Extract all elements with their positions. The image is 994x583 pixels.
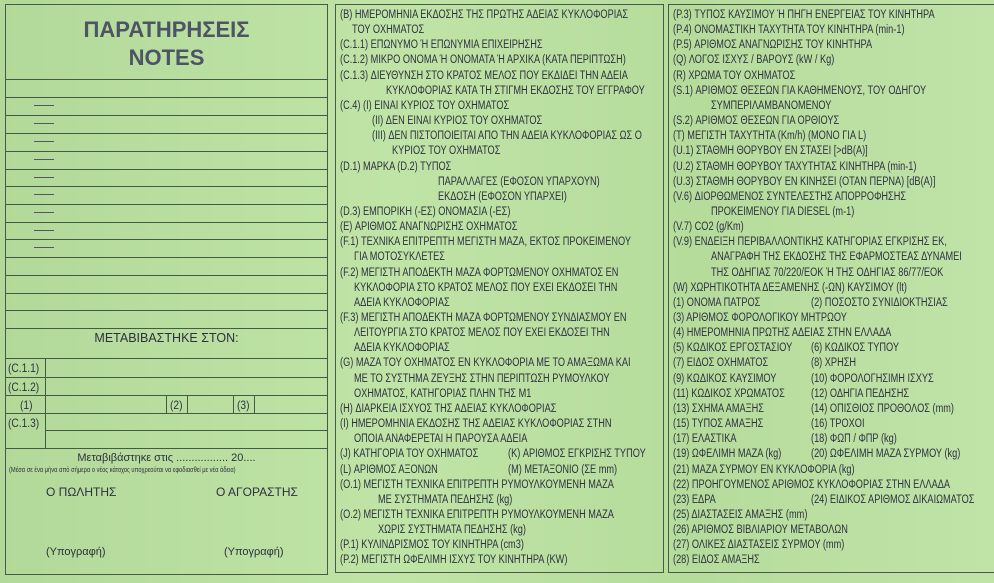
legend-text: (23) ΕΔΡΑ <box>673 493 716 506</box>
legend-line <box>340 553 624 568</box>
note-line[interactable] <box>6 310 327 311</box>
legend-line <box>354 281 683 296</box>
legend-line <box>340 311 698 326</box>
note-line[interactable] <box>6 133 327 134</box>
legend-line <box>673 114 881 129</box>
legend-line <box>673 129 914 144</box>
legend-text: (22) ΠΡΟΗΓΟΥΜΕΝΟΣ ΑΡΙΘΜΟΣ ΚΥΚΛΟΦΟΡΙΑΣ ΣΤΗΝ ΕΛΛΑΔΑ <box>673 478 951 491</box>
note-line[interactable] <box>6 186 327 187</box>
legend-line <box>673 447 961 462</box>
legend-text: (P.5) ΑΡΙΘΜΟΣ ΑΝΑΓΝΩΡΙΣΗΣ ΤΟΥ ΚΙΝΗΤΗΡΑ <box>673 39 873 52</box>
legend-text: (V.9) ΕΝΔΕΙΞΗ ΠΕΡΙΒΑΛΛΟΝΤΙΚΗΣ ΚΑΤΗΓΟΡΙΑΣ ΕΓΚΡΙΣΗΣ ΕΚ, <box>673 236 947 249</box>
legend-line <box>340 266 688 281</box>
legend-text: (W) ΧΩΡΗΤΙΚΟΤΗΤΑ ΔΕΞΑΜΕΝΗΣ (-ΩΝ) ΚΑΥΣΙΜΟΥ (lt) <box>673 281 907 294</box>
transfer-field-1[interactable] <box>47 396 165 412</box>
legend-text: ΕΚΔΟΣΗ (ΕΦΟΣΟΝ ΥΠΑΡΧΕΙ) <box>438 190 567 203</box>
note-line[interactable] <box>6 222 327 223</box>
row-label-c12: (C.1.2) <box>8 380 40 394</box>
legend-text: ΚΥΚΛΟΦΟΡΙΑ ΣΤΟ ΚΡΑΤΟΣ ΜΕΛΟΣ ΠΟΥ ΕΧΕΙ ΕΚΔΟΣΕΙ ΤΗΝ <box>354 281 618 294</box>
legend-line <box>354 250 468 265</box>
legend-line <box>711 266 994 281</box>
legend-text: (O.1) ΜΕΓΙΣΤΗ ΤΕΧΝΙΚΑ ΕΠΙΤΡΕΠΤΗ ΡΥΜΟΥΛΚΟΥΜΕΝΗ ΜΑΖΑ <box>340 478 614 491</box>
legend-line <box>340 235 704 250</box>
note-line[interactable] <box>6 328 327 329</box>
legend-line <box>673 160 977 175</box>
legend-text: ΟΠΟΙΑ ΑΝΑΦΕΡΕΤΑΙ Η ΠΑΡΟΥΣΑ ΑΔΕΙΑ <box>354 433 528 446</box>
legend-line <box>340 508 682 523</box>
legend-text: (II) ΔΕΝ ΕΙΝΑΙ ΚΥΡΙΟΣ ΤΟΥ ΟΧΗΜΑΤΟΣ <box>372 115 543 128</box>
legend-line <box>673 8 994 23</box>
legend-line <box>673 296 948 311</box>
legend-text: (D.3) ΕΜΠΟΡΙΚΗ (-ΕΣ) ΟΝΟΜΑΣΙΑ (-ΕΣ) <box>340 205 511 218</box>
legend-text: ΤΟΥ ΟΧΗΜΑΤΟΣ <box>352 24 425 37</box>
buyer-signature: (Υπογραφή) <box>224 546 284 558</box>
legend-text: (17) ΕΛΑΣΤΙΚΑ <box>673 433 737 446</box>
box-label-2: (2) <box>170 398 183 412</box>
notes-panel <box>5 4 328 575</box>
legend-text: ΜΕ ΤΟ ΣΥΣΤΗΜΑ ΖΕΥΞΗΣ ΣΤΗΝ ΠΕΡΙΠΤΩΣΗ ΡΥΜΟΥΛΚΟΥ <box>354 372 610 385</box>
legend-line <box>673 387 910 402</box>
legend-text: (9) ΚΩΔΙΚΟΣ ΚΑΥΣΙΜΟΥ <box>673 372 777 385</box>
notes-title-english: NOTES <box>128 45 205 70</box>
note-dash <box>34 159 54 160</box>
legend-line <box>673 311 890 326</box>
legend-line <box>673 175 994 190</box>
legend-text: (E) ΑΡΙΘΜΟΣ ΑΝΑΓΝΩΡΙΣΗΣ ΟΧΗΜΑΤΟΣ <box>340 221 518 234</box>
legend-line <box>673 508 841 523</box>
legend-line <box>340 356 703 371</box>
legend-line <box>372 114 585 129</box>
legend-text: (P.3) ΤΥΠΟΣ ΚΑΥΣΙΜΟΥ Ή ΠΗΓΗ ΕΝΕΡΓΕΙΑΣ ΤΟΥ ΚΙΝΗΤΗΡΑ <box>673 9 935 21</box>
legend-text: (27) ΟΛΙΚΕΣ ΔΙΑΣΤΑΣΕΙΣ ΣΥΡΜΟΥ (mm) <box>673 539 845 552</box>
legend-line <box>673 417 865 432</box>
note-line[interactable] <box>6 79 327 80</box>
box-label-3: (3) <box>237 398 250 412</box>
notes-title-greek: ΠΑΡΑΤΗΡΗΣΕΙΣ <box>83 17 250 42</box>
legend-line <box>673 38 922 53</box>
legend-line <box>378 523 563 538</box>
legend-line <box>354 432 571 447</box>
legend-line <box>673 341 899 356</box>
legend-line <box>673 478 994 493</box>
legend-line <box>673 144 916 159</box>
row-label-c11: (C.1.1) <box>8 361 40 375</box>
legend-line <box>673 523 892 538</box>
legend-text: ΓΙΑ ΜΟΤΟΣΥΚΛΕΤΕΣ <box>354 251 445 264</box>
legend-line <box>673 84 989 99</box>
legend-line <box>340 447 646 462</box>
legend-line <box>673 553 781 568</box>
legend-text: ΜΕ ΣΥΣΤΗΜΑΤΑ ΠΕΔΗΣΗΣ (kg) <box>378 493 513 506</box>
legend-text: ΠΑΡΑΛΛΑΓΕΣ (ΕΦΟΣΟΝ ΥΠΑΡΧΟΥΝ) <box>438 175 600 188</box>
legend-text: (Q) ΛΟΓΟΣ ΙΣΧΥΣ / ΒΑΡΟΥΣ (kW / Kg) <box>673 54 835 67</box>
legend-line <box>711 205 890 220</box>
legend-text: (III) ΔΕΝ ΠΙΣΤΟΠΟΙΕΙΤΑΙ ΑΠΟ ΤΗΝ ΑΔΕΙΑ ΚΥΚΛΟΦΟΡΙΑΣ ΩΣ Ο <box>372 130 642 143</box>
legend-text: (S.2) ΑΡΙΘΜΟΣ ΘΕΣΕΩΝ ΓΙΑ ΟΡΘΙΟΥΣ <box>673 115 840 128</box>
legend-text: ΚΥΡΙΟΣ ΤΟΥ ΟΧΗΜΑΤΟΣ <box>392 145 501 158</box>
legend-line <box>673 326 946 341</box>
legend-line <box>673 493 975 508</box>
legend-line <box>354 387 576 402</box>
transfer-field-c12[interactable] <box>47 378 327 394</box>
legend-text: (V.7) CO2 (g/Km) <box>673 221 744 234</box>
legend-line <box>340 38 593 53</box>
legend-line <box>438 190 599 205</box>
note-dash <box>34 123 54 124</box>
legend-text: (H) ΔΙΑΡΚΕΙΑ ΙΣΧΥΟΣ ΤΗΣ ΑΔΕΙΑΣ ΚΥΚΛΟΦΟΡΙΑΣ <box>340 402 557 415</box>
legend-text: (T) ΜΕΓΙΣΤΗ ΤΑΧΥΤΗΤΑ (Km/h) (ΜΟΝΟ ΓΙΑ L) <box>673 130 867 143</box>
legend-text: (P.1) ΚΥΛΙΝΔΡΙΣΜΟΣ ΤΟΥ ΚΙΝΗΤΗΡΑ (cm3) <box>340 539 524 552</box>
legend-text: (V.6) ΔΙΟΡΘΩΜΕΝΟΣ ΣΥΝΤΕΛΕΣΤΗΣ ΑΠΟΡΡΟΦΗΣΗΣ <box>673 190 907 203</box>
legend-text: ΑΔΕΙΑ ΚΥΚΛΟΦΟΡΙΑΣ <box>354 296 450 309</box>
legend-text: ΧΩΡΙΣ ΣΥΣΤΗΜΑΤΑ ΠΕΔΗΣΗΣ (kg) <box>378 524 526 537</box>
legend-text: (P.4) ΟΝΟΜΑΣΤΙΚΗ ΤΑΧΥΤΗΤΑ ΤΟΥ ΚΙΝΗΤΗΡΑ (min-1) <box>673 24 905 37</box>
legend-line <box>438 175 640 190</box>
legend-text-second: (2) ΠΟΣΟΣΤΟ ΣΥΝΙΔΙΟΚΤΗΣΙΑΣ <box>811 296 948 309</box>
legend-text-second: (M) ΜΕΤΑΞΟΝΙΟ (ΣΕ mm) <box>508 463 618 476</box>
legend-line <box>340 8 700 23</box>
note-line[interactable] <box>6 169 327 170</box>
legend-line <box>711 250 994 265</box>
legend-text: (P.2) ΜΕΓΙΣΤΗ ΩΦΕΛΙΜΗ ΙΣΧΥΣ ΤΟΥ ΚΙΝΗΤΗΡΑ (KW) <box>340 554 568 567</box>
legend-line <box>354 341 474 356</box>
legend-text: (26) ΑΡΙΘΜΟΣ ΒΙΒΛΙΑΡΙΟΥ ΜΕΤΑΒΟΛΩΝ <box>673 524 848 537</box>
legend-text: ΣΥΜΠΕΡΙΛΑΜΒΑΝΟΜΕΝΟΥ <box>711 99 832 112</box>
legend-text-second: (8) ΧΡΗΣΗ <box>811 357 857 370</box>
legend-line <box>340 99 552 114</box>
note-dash <box>34 105 54 106</box>
legend-text: (U.3) ΣΤΑΘΜΗ ΘΟΡΥΒΟΥ ΕΝ ΚΙΝΗΣΕΙ (ΟΤΑΝ ΠΕΡΝΑ) [dB(A)] <box>673 175 936 188</box>
legend-text: ΛΕΙΤΟΥΡΓΙΑ ΣΤΟ ΚΡΑΤΟΣ ΜΕΛΟΣ ΠΟΥ ΕΧΕΙ ΕΚΔΟΣΕΙ ΤΗΝ <box>354 327 610 340</box>
legend-text: (F.3) ΜΕΓΙΣΤΗ ΑΠΟΔΕΚΤΗ ΜΑΖΑ ΦΟΡΤΩΜΕΝΟΥ ΣΥΝΔΙΑΣΜΟΥ ΕΝ <box>340 312 627 324</box>
legend-text: (F.2) ΜΕΓΙΣΤΗ ΑΠΟΔΕΚΤΗ ΜΑΖΑ ΦΟΡΤΩΜΕΝΟΥ ΟΧΗΜΑΤΟΣ ΕΝ <box>340 266 619 279</box>
legend-line <box>673 23 962 38</box>
row-label-c13: (C.1.3) <box>8 416 40 430</box>
legend-text: (C.1.1) ΕΠΩΝΥΜΟ Ή ΕΠΩΝΥΜΙΑ ΕΠΙΧΕΙΡΗΣΗΣ <box>340 39 543 52</box>
legend-text: ΟΧΗΜΑΤΟΣ, ΚΑΤΗΓΟΡΙΑΣ ΠΛΗΝ ΤΗΣ Μ1 <box>354 387 532 400</box>
legend-text: (28) ΕΙΔΟΣ ΑΜΑΞΗΣ <box>673 554 760 567</box>
legend-text-second: (18) ΦΩΠ / ΦΠΡ (kg) <box>811 433 897 446</box>
legend-text: (G) ΜΑΖΑ ΤΟΥ ΟΧΗΜΑΤΟΣ ΕΝ ΚΥΚΛΟΦΟΡΙΑ ΜΕ ΤΟ ΑΜΑΞΩΜΑ ΚΑΙ <box>340 357 631 370</box>
legend-text-second: (20) ΩΦΕΛΙΜΗ ΜΑΖΑ ΣΥΡΜΟΥ (kg) <box>811 448 961 461</box>
legend-line <box>352 23 442 38</box>
legend-text: (L) ΑΡΙΘΜΟΣ ΑΞΟΝΩΝ <box>340 463 438 476</box>
note-line[interactable] <box>6 115 327 116</box>
legend-text: (13) ΣΧΗΜΑ ΑΜΑΞΗΣ <box>673 402 764 415</box>
legend-text: ΚΥΚΛΟΦΟΡΙΑΣ ΚΑΤΑ ΤΗ ΣΤΙΓΜΗ ΕΚΔΟΣΗΣ ΤΟΥ ΕΓΓΡΑΦΟΥ <box>386 84 645 97</box>
legend-text: (C.1.2) ΜΙΚΡΟ ΟΝΟΜΑ Ή ΟΝΟΜΑΤΑ Ή ΑΡΧΙΚΑ (ΚΑΤΑ ΠΕΡΙΠΤΩΣΗ) <box>340 54 626 67</box>
legend-text: (U.2) ΣΤΑΘΜΗ ΘΟΡΥΒΟΥ ΤΑΧΥΤΗΤΑΣ ΚΙΝΗΤΗΡΑ (min-1) <box>673 160 917 173</box>
legend-text: (C.1.3) ΔΙΕΥΘΥΝΣΗ ΣΤΟ ΚΡΑΤΟΣ ΜΕΛΟΣ ΠΟΥ ΕΚΔΙΔΕΙ ΤΗΝ ΑΔΕΙΑ <box>340 69 628 82</box>
legend-text: (F.1) ΤΕΧΝΙΚΑ ΕΠΙΤΡΕΠΤΗ ΜΕΓΙΣΤΗ ΜΑΖΑ, ΕΚΤΟΣ ΠΡΟΚΕΙΜΕΝΟΥ <box>340 236 631 249</box>
legend-line <box>673 190 964 205</box>
transfer-field-c13[interactable] <box>47 414 327 447</box>
legend-text: (3) ΑΡΙΘΜΟΣ ΦΟΡΟΛΟΓΙΚΟΥ ΜΗΤΡΩΟΥ <box>673 312 847 324</box>
note-line[interactable] <box>6 293 327 294</box>
legend-line <box>340 478 682 493</box>
note-line[interactable] <box>6 239 327 240</box>
legend-line <box>673 463 900 478</box>
legend-line <box>673 356 857 371</box>
legend-text: (7) ΕΙΔΟΣ ΟΧΗΜΑΤΟΣ <box>673 357 769 370</box>
transfer-date-line: Μεταβιβάστηκε στις ................. 20.... <box>77 452 256 464</box>
fields-legend-middle <box>335 4 664 573</box>
legend-text-second: (16) ΤΡΟΧΟΙ <box>811 418 865 431</box>
note-dash <box>34 247 54 248</box>
legend-text: (I) ΗΜΕΡΟΜΗΝΙΑ ΕΚΔΟΣΗΣ ΤΗΣ ΑΔΕΙΑΣ ΚΥΚΛΟΦΟΡΙΑΣ ΣΤΗΝ <box>340 418 612 431</box>
legend-text: (21) ΜΑΖΑ ΣΥΡΜΟΥ ΕΝ ΚΥΚΛΟΦΟΡΙΑ (kg) <box>673 463 855 476</box>
legend-line <box>673 220 761 235</box>
legend-line <box>673 281 965 296</box>
transfer-heading: ΜΕΤΑΒΙΒΑΣΤΗΚΕ ΣΤΟΝ: <box>94 331 239 345</box>
seller-signature: (Υπογραφή) <box>46 546 106 558</box>
transfer-field-c11[interactable] <box>47 359 327 376</box>
note-dash <box>34 212 54 213</box>
legend-line <box>340 160 479 175</box>
legend-line <box>372 129 709 144</box>
note-line[interactable] <box>6 204 327 205</box>
note-line[interactable] <box>6 275 327 276</box>
legend-text: (U.1) ΣΤΑΘΜΗ ΘΟΡΥΒΟΥ ΕΝ ΣΤΑΣΕΙ [>dB(A)] <box>673 145 868 158</box>
legend-text: ΠΡΟΚΕΙΜΕΝΟΥ ΓΙΑ DIESEL (m-1) <box>711 205 855 218</box>
note-dash <box>34 177 54 178</box>
legend-line <box>673 432 897 447</box>
legend-line <box>340 53 697 68</box>
legend-line <box>340 538 570 553</box>
legend-line <box>386 84 710 99</box>
legend-line <box>340 69 700 84</box>
legend-text: (J) ΚΑΤΗΓΟΡΙΑ ΤΟΥ ΟΧΗΜΑΤΟΣ <box>340 448 479 461</box>
legend-text-second: (14) ΟΠΙΣΘΙΟΣ ΠΡΟΘΟΛΟΣ (mm) <box>811 402 954 415</box>
row-label-1: (1) <box>20 398 33 412</box>
legend-line <box>673 372 934 387</box>
legend-line <box>340 220 562 235</box>
note-dash <box>34 141 54 142</box>
note-line[interactable] <box>6 257 327 258</box>
legend-text-second: (12) ΟΔΗΓΙΑ ΠΕΔΗΣΗΣ <box>811 387 910 400</box>
legend-text: ΑΝΑΓΡΑΦΗ ΤΗΣ ΕΚΔΟΣΗΣ ΤΗΣ ΕΦΑΡΜΟΣΤΕΑΣ ΔΥΝΑΜΕΙ <box>711 251 962 264</box>
legend-text: (11) ΚΩΔΙΚΟΣ ΧΡΩΜΑΤΟΣ <box>673 387 785 400</box>
legend-text-second: (6) ΚΩΔΙΚΟΣ ΤΥΠΟΥ <box>811 342 899 355</box>
legend-line <box>392 144 527 159</box>
legend-line <box>340 417 679 432</box>
legend-text: (D.1) ΜΑΡΚΑ (D.2) ΤΥΠΟΣ <box>340 160 452 173</box>
legend-line <box>378 493 546 508</box>
legend-line <box>673 538 887 553</box>
legend-line <box>673 402 954 417</box>
legend-text-second: (10) ΦΟΡΟΛΟΓΗΣΙΜΗ ΙΣΧΥΣ <box>811 372 934 385</box>
legend-line <box>354 326 674 341</box>
buyer-label: Ο ΑΓΟΡΑΣΤΗΣ <box>216 485 298 499</box>
note-line[interactable] <box>6 151 327 152</box>
legend-text: (S.1) ΑΡΙΘΜΟΣ ΘΕΣΕΩΝ ΓΙΑ ΚΑΘΗΜΕΝΟΥΣ, ΤΟΥ ΟΔΗΓΟΥ <box>673 84 927 97</box>
fields-legend-right <box>668 4 994 573</box>
legend-line <box>711 99 862 114</box>
note-dash <box>34 194 54 195</box>
legend-text: (19) ΩΦΕΛΙΜΗ ΜΑΖΑ (kg) <box>673 448 782 461</box>
legend-line <box>354 296 474 311</box>
legend-line <box>673 235 994 250</box>
legend-line <box>340 463 618 478</box>
legend-text: ΤΗΣ ΟΔΗΓΙΑΣ 70/220/ΕΟΚ Ή ΤΗΣ ΟΔΗΓΙΑΣ 86/77/ΕΟΚ <box>711 266 944 279</box>
legend-text: (15) ΤΥΠΟΣ ΑΜΑΞΗΣ <box>673 418 764 431</box>
legend-text: ΑΔΕΙΑ ΚΥΚΛΟΦΟΡΙΑΣ <box>354 342 450 355</box>
transfer-note: (Μέσα σε ένα μήνα από σήμερα ο νέος κάτοχος υποχρεούται να εφοδιασθεί με νέα άδεια) <box>9 467 236 474</box>
legend-text: (C.4) (I) ΕΙΝΑΙ ΚΥΡΙΟΣ ΤΟΥ ΟΧΗΜΑΤΟΣ <box>340 99 510 112</box>
legend-text: (25) ΔΙΑΣΤΑΣΕΙΣ ΑΜΑΞΗΣ (mm) <box>673 508 808 521</box>
legend-text: (R) ΧΡΩΜΑ ΤΟΥ ΟΧΗΜΑΤΟΣ <box>673 69 796 82</box>
legend-text: (O.2) ΜΕΓΙΣΤΗ ΤΕΧΝΙΚΑ ΕΠΙΤΡΕΠΤΗ ΡΥΜΟΥΛΚΟΥΜΕΝΗ ΜΑΖΑ <box>340 508 614 521</box>
legend-line <box>673 69 826 84</box>
legend-text: (5) ΚΩΔΙΚΟΣ ΕΡΓΟΣΤΑΣΙΟΥ <box>673 342 793 355</box>
legend-text-second: (K) ΑΡΙΘΜΟΣ ΕΓΚΡΙΣΗΣ ΤΥΠΟΥ <box>508 448 646 461</box>
legend-text: (1) ΟΝΟΜΑ ΠΑΤΡΟΣ <box>673 296 761 309</box>
legend-line <box>340 402 611 417</box>
legend-text: (4) ΗΜΕΡΟΜΗΝΙΑ ΠΡΩΤΗΣ ΑΔΕΙΑΣ ΣΤΗΝ ΕΛΛΑΔΑ <box>673 327 892 340</box>
legend-line <box>340 205 553 220</box>
legend-text-second: (24) ΕΙΔΙΚΟΣ ΑΡΙΘΜΟΣ ΔΙΚΑΙΩΜΑΤΟΣ <box>811 493 975 506</box>
note-dash <box>34 230 54 231</box>
legend-text: (B) ΗΜΕΡΟΜΗΝΙΑ ΕΚΔΟΣΗΣ ΤΗΣ ΠΡΩΤΗΣ ΑΔΕΙΑΣ ΚΥΚΛΟΦΟΡΙΑΣ <box>340 9 629 21</box>
note-line[interactable] <box>6 97 327 98</box>
legend-line <box>673 53 875 68</box>
seller-label: Ο ΠΩΛΗΤΗΣ <box>46 485 117 499</box>
legend-line <box>354 372 673 387</box>
